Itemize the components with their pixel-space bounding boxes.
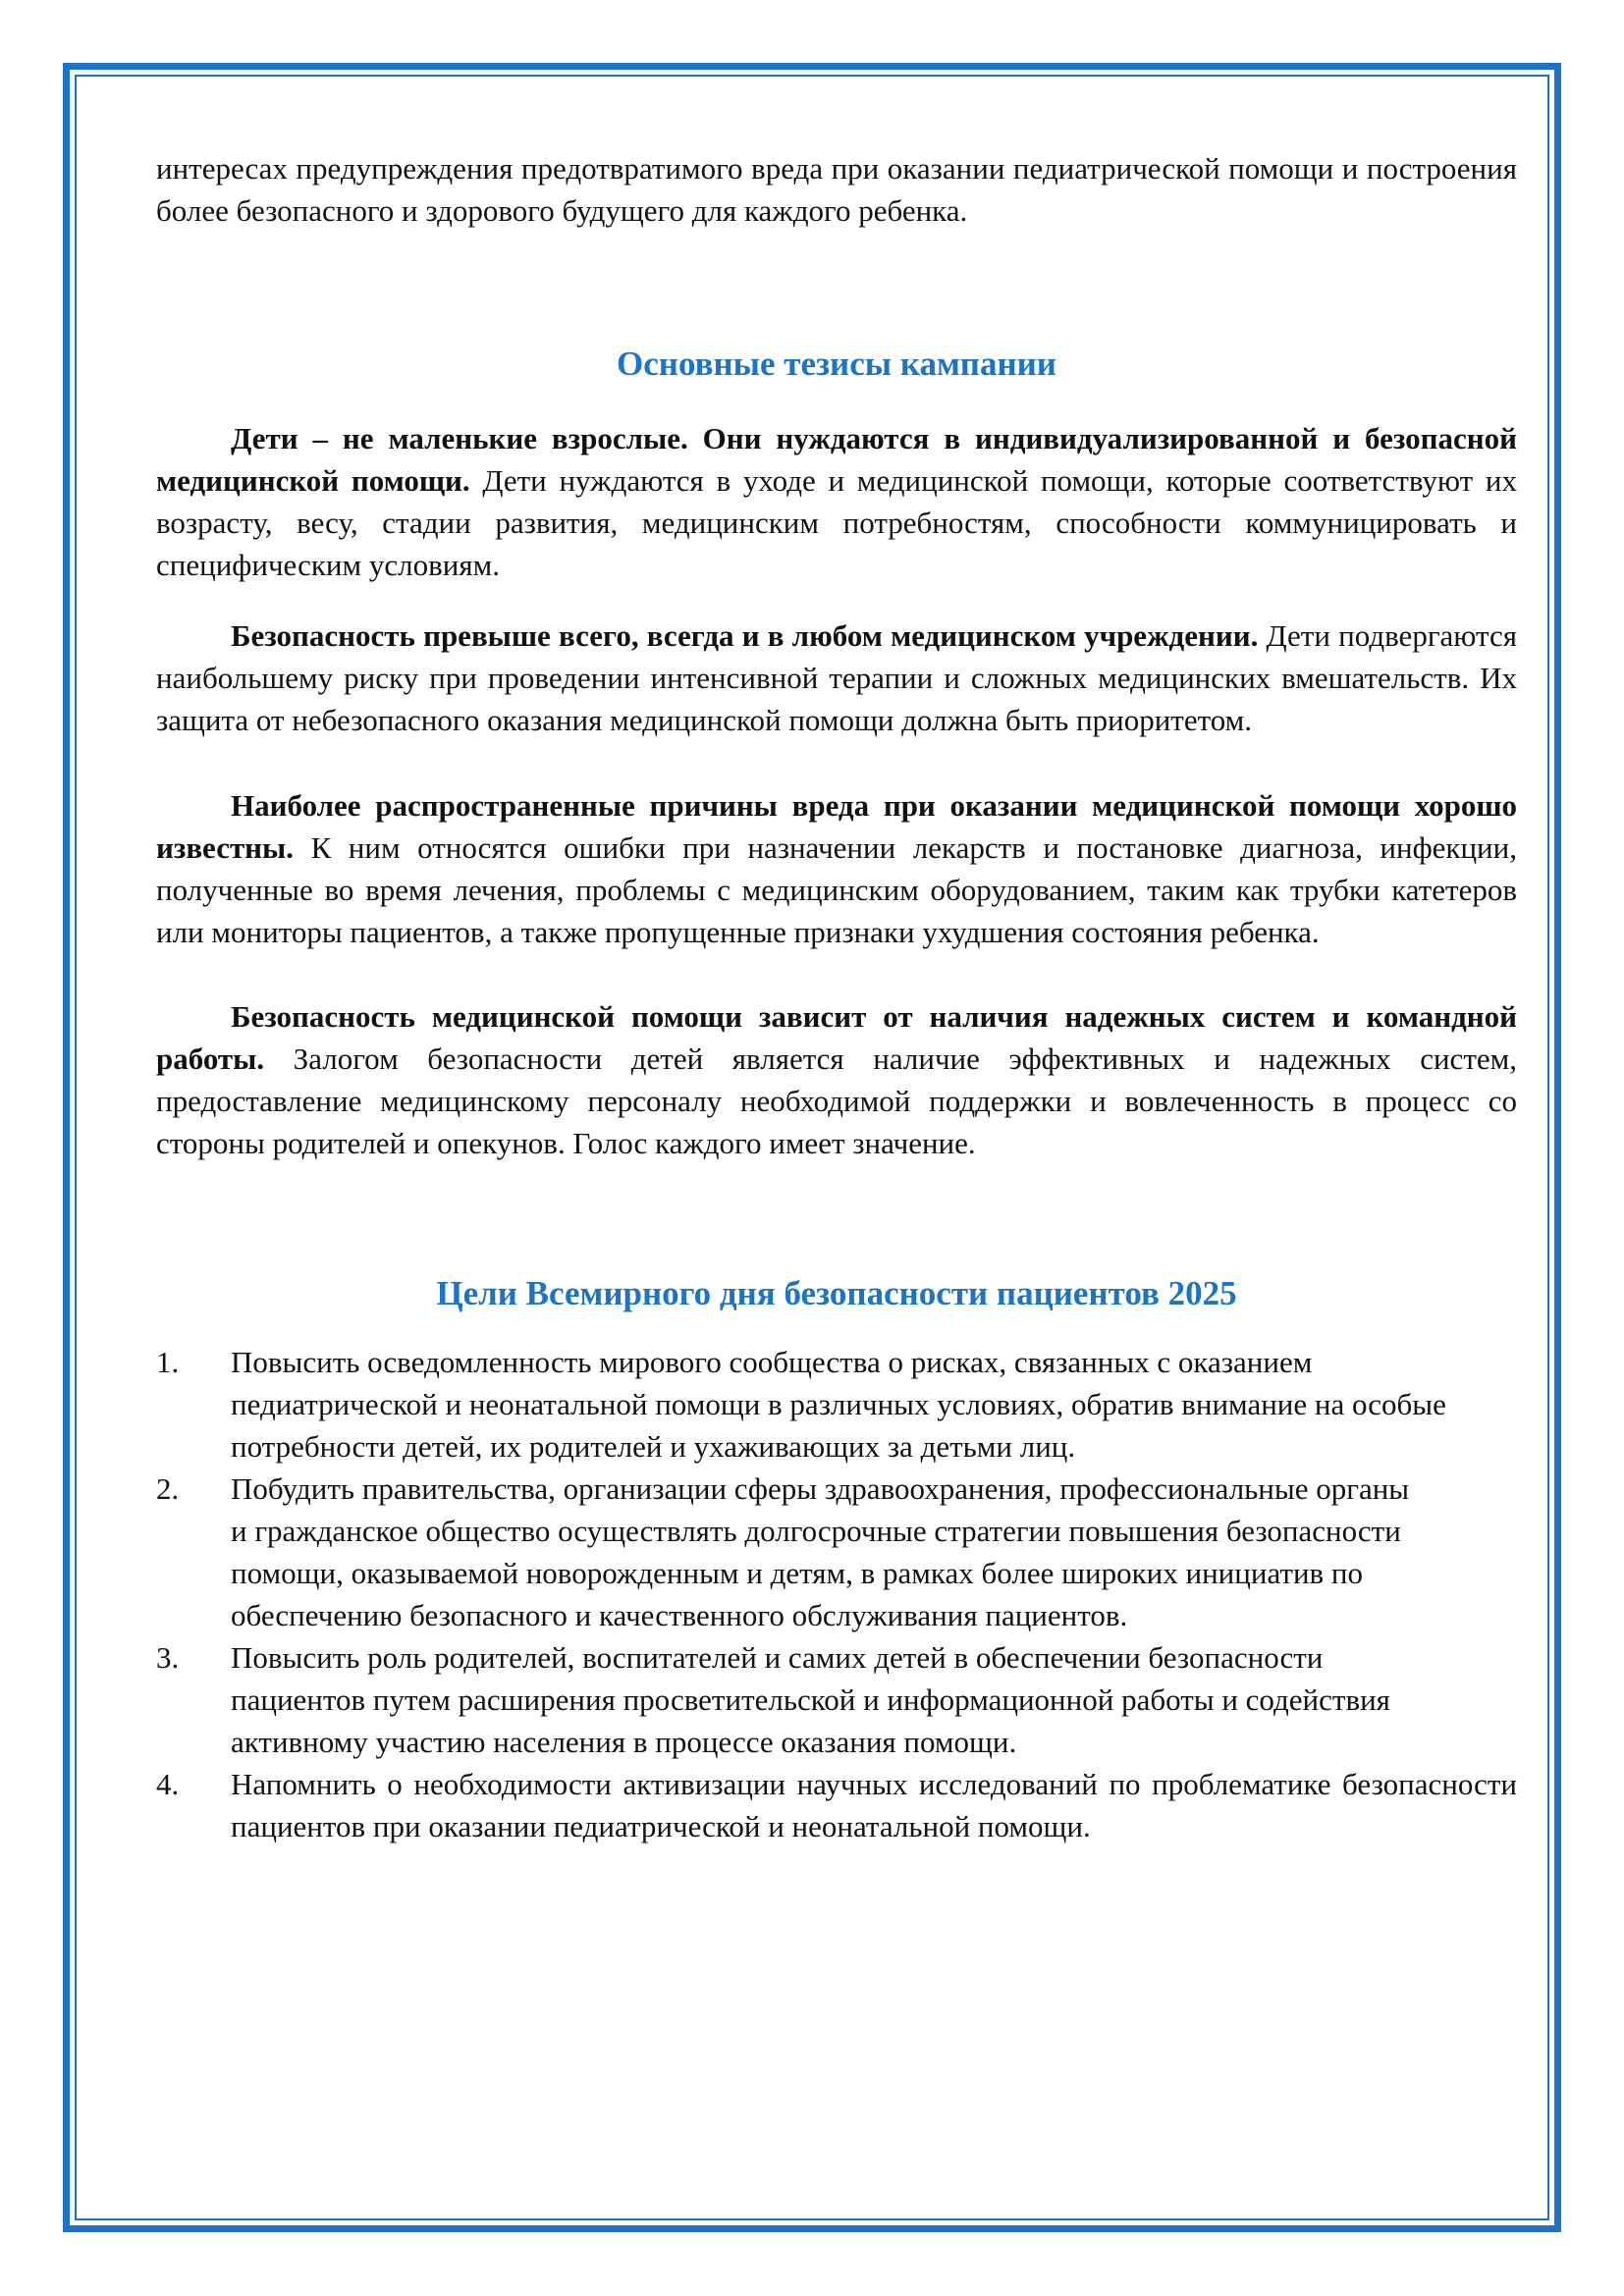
thesis-4-text: Залогом безопасности детей является наличие эффективных и надежных систем, предоставление медицинскому персоналу необходимой поддержки и вовлеченность в процесс со стороны родителей и опекунов. Голос каждого имеет значение. — [156, 1041, 1517, 1160]
goal-4-text: Напомнить о необходимости активизации научных исследований по проблематике безопасности пациентов при оказании педиатрической и неонатальной помощи. — [231, 1767, 1517, 1843]
thesis-paragraph-4 — [156, 995, 1517, 1164]
thesis-2-text: Дети подвергаются наибольшему риску при проведении интенсивной терапии и сложных медицинских вмешательств. Их защита от небезопасного оказания медицинской помощи должна быть приоритетом. — [156, 618, 1517, 737]
thesis-3-text: К ним относятся ошибки при назначении лекарств и постановке диагноза, инфекции, полученные во время лечения, проблемы с медицинским оборудованием, таким как трубки катетеров или мониторы пациентов, а также пропущенные признаки ухудшения состояния ребенка. — [156, 830, 1517, 949]
thesis-paragraph-1 — [156, 417, 1517, 586]
goal-item-3 — [156, 1636, 1517, 1763]
thesis-paragraph-3 — [156, 784, 1517, 953]
goal-item-2 — [156, 1468, 1517, 1636]
page-content — [156, 147, 1517, 1847]
goal-1-text: Повысить осведомленность мирового сообщества о рисках, связанных с оказанием педиатрической и неонатальной помощи в различных условиях, обратив внимание на особые потребности детей, их родителей и ухаживающих за детьми лиц. — [231, 1345, 1446, 1464]
goal-3-text: Повысить роль родителей, воспитателей и самих детей в обеспечении безопасности пациентов путем расширения просветительской и информационной работы и содействия активному участию населения в процессе оказания помощи. — [231, 1640, 1390, 1759]
goal-4-number: 4. — [156, 1767, 180, 1801]
thesis-1-bold: Дети – не маленькие взрослые. Они нуждаются в индивидуализированной и безопасной медицинской помощи. — [156, 421, 1517, 498]
thesis-1-text: Дети нуждаются в уходе и медицинской помощи, которые соответствуют их возрасту, весу, стадии развития, медицинским потребностям, способности коммуницировать и специфическим условиям. — [156, 463, 1517, 582]
intro-paragraph: интересах предупреждения предотвратимого вреда при оказании педиатрической помощи и построения более безопасного и здорового будущего для каждого ребенка. — [156, 151, 1517, 228]
goals-heading: Цели Всемирного дня безопасности пациентов 2025 — [436, 1274, 1237, 1312]
goal-1-number: 1. — [156, 1345, 180, 1379]
thesis-paragraph-2 — [156, 614, 1517, 741]
thesis-4-bold: Безопасность медицинской помощи зависит от наличия надежных систем и командной работы. — [156, 999, 1517, 1076]
goal-item-4 — [156, 1763, 1517, 1847]
thesis-3-bold: Наиболее распространенные причины вреда при оказании медицинской помощи хорошо известны. — [156, 788, 1517, 865]
thesis-2-bold: Безопасность превыше всего, всегда и в любом медицинском учреждении. — [231, 618, 1259, 653]
goal-3-number: 3. — [156, 1640, 180, 1675]
theses-heading: Основные тезисы кампании — [617, 345, 1056, 383]
goal-2-text: Побудить правительства, организации сферы здравоохранения, профессиональные органы и гражданское общество осуществлять долгосрочные стратегии повышения безопасности помощи, оказываемой новорожденным и детям, в рамках более широких инициатив по обеспечению безопасного и качественного обслуживания пациентов. — [231, 1471, 1410, 1632]
goal-2-number: 2. — [156, 1471, 180, 1506]
goal-item-1 — [156, 1341, 1517, 1468]
